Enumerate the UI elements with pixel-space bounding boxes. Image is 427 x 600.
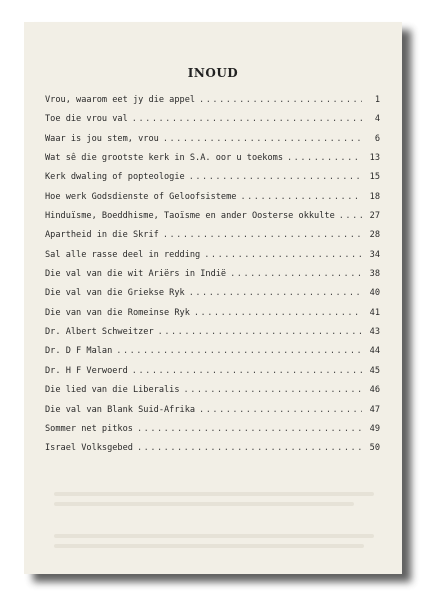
- dot-leader: [137, 424, 362, 434]
- toc-entry-page-number: 28: [369, 230, 380, 241]
- dot-leader: [163, 230, 362, 240]
- dot-leader: [230, 269, 362, 279]
- dot-leader: [189, 172, 362, 182]
- toc-entry: [45, 172, 380, 191]
- dot-leader: [137, 443, 362, 453]
- dot-leader: [204, 250, 362, 260]
- dot-leader: [240, 192, 362, 202]
- toc-entry: [45, 269, 380, 288]
- dot-leader: [339, 211, 362, 221]
- toc-entry: [45, 192, 380, 211]
- bleed-through-text: [54, 492, 374, 496]
- dot-leader: [199, 405, 362, 415]
- table-of-contents: [45, 95, 380, 463]
- toc-entry: [45, 114, 380, 133]
- toc-entry: [45, 366, 380, 385]
- toc-entry-page-number: 44: [369, 346, 380, 357]
- toc-entry: [45, 95, 380, 114]
- toc-entry: [45, 134, 380, 153]
- toc-entry-page-number: 45: [369, 365, 380, 376]
- toc-entry-title: Sommer net pitkos: [45, 423, 133, 434]
- toc-entry-title: Wat sê die grootste kerk in S.A. oor u toekoms: [45, 153, 283, 164]
- toc-entry-page-number: 15: [369, 172, 380, 183]
- toc-entry: [45, 211, 380, 230]
- toc-entry-page-number: 40: [369, 288, 380, 299]
- dot-leader: [287, 153, 362, 163]
- toc-entry: [45, 405, 380, 424]
- toc-entry: [45, 250, 380, 269]
- toc-entry-title: Vrou, waarom eet jy die appel: [45, 95, 196, 105]
- toc-entry: [45, 443, 380, 462]
- toc-entry: [45, 308, 380, 327]
- dot-leader: [158, 327, 362, 337]
- toc-entry-page-number: 50: [369, 443, 380, 454]
- toc-entry-page-number: 46: [369, 385, 380, 396]
- toc-entry-page-number: 43: [369, 327, 380, 338]
- toc-entry: [45, 327, 380, 346]
- toc-entry-page-number: 49: [369, 423, 380, 434]
- toc-entry-title: Dr. D F Malan: [45, 346, 113, 357]
- toc-entry-page-number: 18: [369, 191, 380, 202]
- bleed-through-text: [54, 544, 364, 548]
- toc-entry: [45, 346, 380, 365]
- toc-entry-title: Die val van Blank Suid-Afrika: [45, 404, 196, 415]
- toc-entry-title: Apartheid in die Skrif: [45, 230, 159, 241]
- toc-entry-title: Sal alle rasse deel in redding: [45, 249, 201, 260]
- toc-entry-page-number: 47: [369, 404, 380, 415]
- toc-entry-title: Dr. Albert Schweitzer: [45, 327, 154, 338]
- toc-entry: [45, 153, 380, 172]
- toc-entry-title: Kerk dwaling of popteologie: [45, 172, 185, 183]
- toc-entry-title: Die lied van die Liberalis: [45, 385, 180, 396]
- dot-leader: [132, 366, 362, 376]
- toc-entry-title: Hoe werk Godsdienste of Geloofsisteme: [45, 191, 237, 202]
- bleed-through-text: [54, 534, 374, 538]
- toc-entry: [45, 230, 380, 249]
- toc-entry-title: Toe die vrou val: [45, 114, 128, 125]
- toc-entry-title: Die val van die wit Ariërs in Indië: [45, 269, 227, 280]
- toc-entry-title: Waar is jou stem, vrou: [45, 133, 159, 144]
- toc-entry-title: Dr. H F Verwoerd: [45, 365, 128, 376]
- toc-entry-page-number: 34: [369, 249, 380, 260]
- toc-entry-page-number: 1: [374, 95, 380, 105]
- toc-entry-page-number: 27: [369, 211, 380, 222]
- dot-leader: [116, 346, 362, 356]
- toc-entry: [45, 288, 380, 307]
- toc-entry-page-number: 13: [369, 153, 380, 164]
- dot-leader: [189, 288, 362, 298]
- dot-leader: [199, 95, 362, 105]
- dot-leader: [184, 385, 362, 395]
- dot-leader: [163, 134, 362, 144]
- toc-entry-title: Die val van die Griekse Ryk: [45, 288, 185, 299]
- toc-entry-page-number: 41: [369, 307, 380, 318]
- toc-entry-page-number: 4: [374, 114, 380, 125]
- page-title: INOUD: [187, 66, 239, 80]
- toc-entry-title: Die van van die Romeinse Ryk: [45, 307, 190, 318]
- toc-entry: [45, 424, 380, 443]
- toc-entry-title: Israel Volksgebed: [45, 443, 133, 454]
- book-page: [24, 22, 402, 574]
- toc-entry-page-number: 6: [374, 133, 380, 144]
- bleed-through-text: [54, 502, 354, 506]
- dot-leader: [132, 114, 362, 124]
- toc-entry: [45, 385, 380, 404]
- toc-entry-page-number: 38: [369, 269, 380, 280]
- dot-leader: [194, 308, 362, 318]
- toc-entry-title: Hinduïsme, Boeddhisme, Taoïsme en ander Oosterse okkulte: [45, 211, 335, 222]
